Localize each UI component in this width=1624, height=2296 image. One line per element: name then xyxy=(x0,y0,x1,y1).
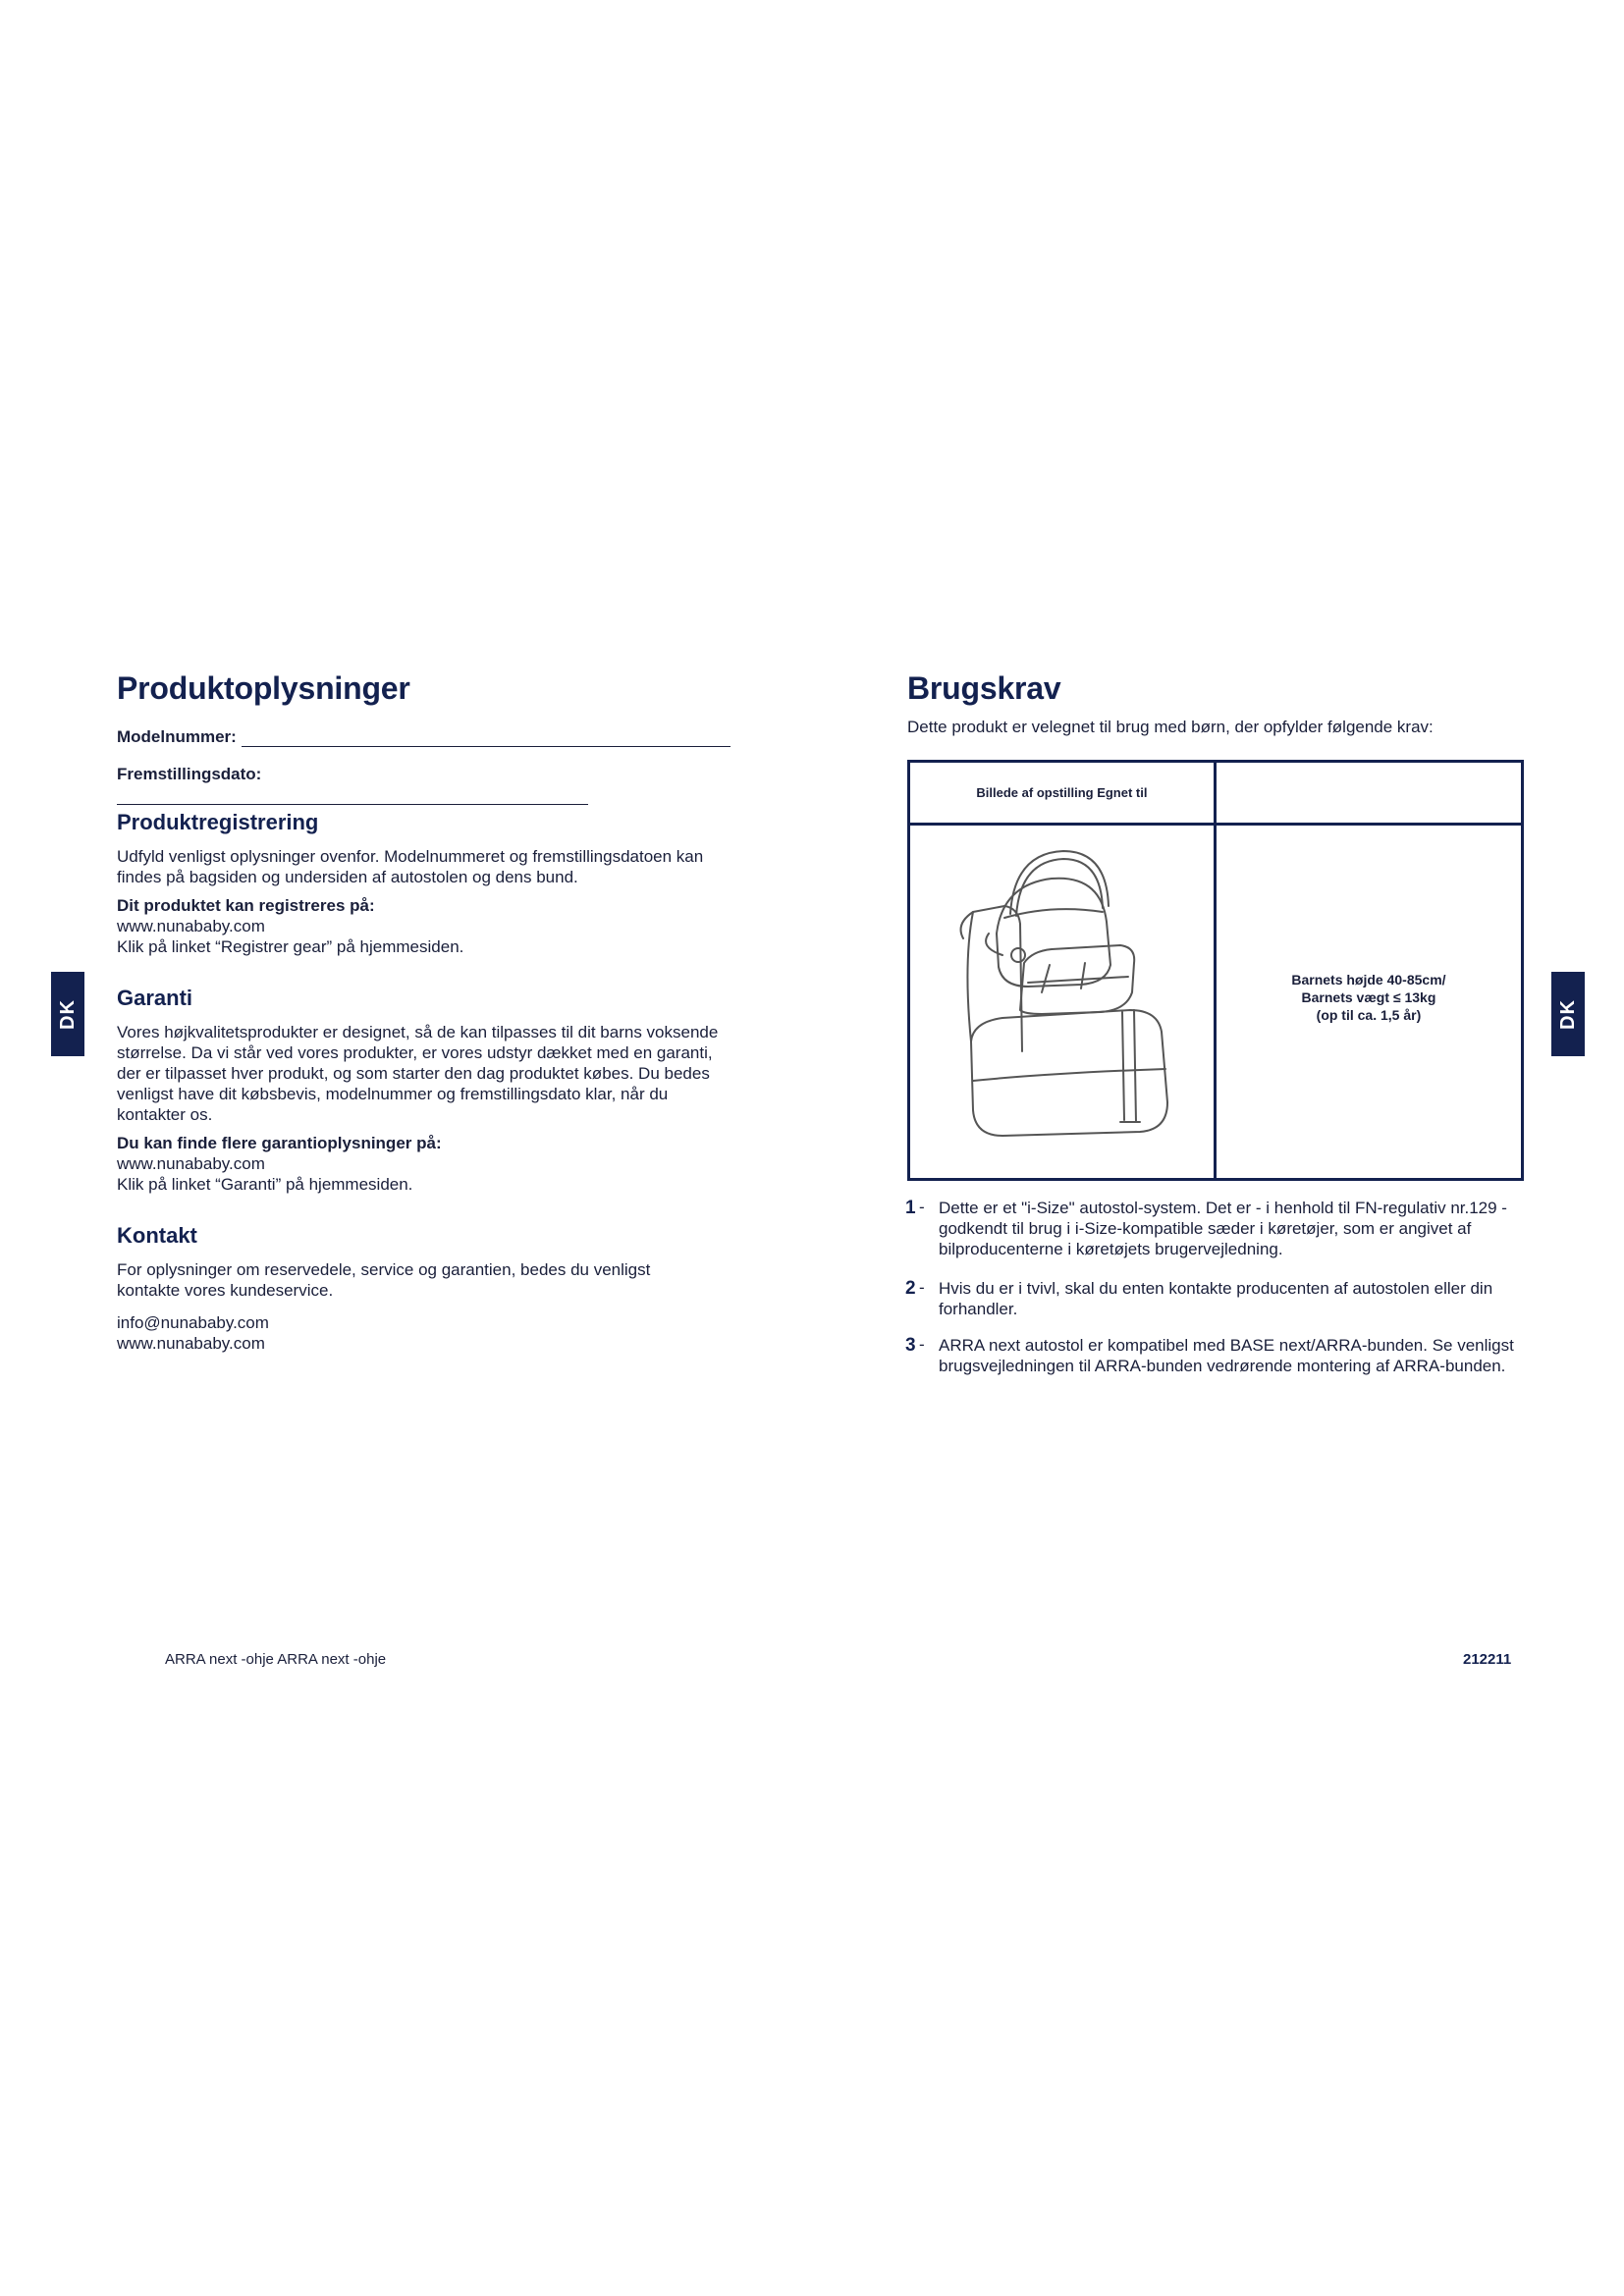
list-item xyxy=(905,1198,1524,1259)
table-header-row xyxy=(909,762,1523,825)
warranty-section xyxy=(117,1022,726,1195)
model-number-label: Modelnummer: xyxy=(117,727,237,746)
footer-page-number: 212211 xyxy=(1463,1651,1512,1668)
suitability-age: (op til ca. 1,5 år) xyxy=(1316,1006,1422,1023)
setup-image-cell xyxy=(909,825,1216,1180)
list-item-number: 2 xyxy=(905,1278,916,1299)
contact-url[interactable]: www.nunababy.com xyxy=(117,1334,265,1353)
suitability-height: Barnets højde 40-85cm/ xyxy=(1291,971,1446,988)
registration-click-line: Klik på linket “Registrer gear” på hjemmesiden. xyxy=(117,937,464,956)
contact-section xyxy=(117,1259,716,1354)
registration-text: Udfyld venligst oplysninger ovenfor. Modelnummeret og fremstillingsdatoen kan findes på bagsiden og undersiden af autostolen og dens bund. xyxy=(117,847,704,886)
list-item-text: Hvis du er i tvivl, skal du enten kontakte producenten af autostolen eller din forhandler. xyxy=(939,1279,1493,1318)
list-item-dash: - xyxy=(919,1198,925,1216)
usage-requirements-title-text: Brugskrav xyxy=(907,670,1061,706)
registration-section xyxy=(117,846,737,957)
language-tab-right xyxy=(1551,972,1585,1056)
requirements-table xyxy=(907,760,1524,1181)
list-item-dash: - xyxy=(919,1335,925,1354)
table-row xyxy=(909,825,1523,1180)
warranty-click-line: Klik på linket “Garanti” på hjemmesiden. xyxy=(117,1175,413,1194)
list-item-number: 3 xyxy=(905,1335,916,1356)
usage-intro: Dette produkt er velegnet til brug med børn, der opfylder følgende krav: xyxy=(907,718,1434,736)
manufacture-date-field[interactable] xyxy=(117,788,588,805)
contact-email[interactable]: info@nunababy.com xyxy=(117,1313,269,1332)
usage-requirements-title xyxy=(907,670,1061,707)
registration-url[interactable]: www.nunababy.com xyxy=(117,917,265,935)
list-item-number: 1 xyxy=(905,1198,916,1218)
footer-left: ARRA next -ohje ARRA next -ohje xyxy=(165,1651,387,1668)
language-tab-right-label: DK xyxy=(1556,998,1579,1030)
registration-heading: Produktregistrering xyxy=(117,810,319,834)
suitability-cell xyxy=(1215,825,1522,1180)
suitability-weight: Barnets vægt ≤ 13kg xyxy=(1301,988,1436,1005)
car-seat-illustration xyxy=(934,845,1189,1159)
contact-text: For oplysninger om reservedele, service og garantien, bedes du venligst kontakte vores kundeservice. xyxy=(117,1260,651,1300)
language-tab-left xyxy=(51,972,84,1056)
warranty-text: Vores højkvalitetsprodukter er designet, så de kan tilpasses til dit barns voksende størrelse. Da vi står ved vores produkter, er vores udstyr dækket med en garanti, der er tilpasset hver produkt, og som starter den dag produktet købes. Du bedes venligst have dit købsbevis, modelnummer og fremstillingsdato klar, når du kontakter os. xyxy=(117,1023,719,1124)
warranty-url[interactable]: www.nunababy.com xyxy=(117,1154,265,1173)
manufacture-date-row xyxy=(117,764,731,805)
table-header-cell-1 xyxy=(909,762,1216,825)
list-item-dash: - xyxy=(919,1278,925,1297)
language-tab-left-label: DK xyxy=(56,998,79,1030)
warranty-bold-line: Du kan finde flere garantioplysninger på: xyxy=(117,1134,442,1152)
table-header-label-1: Billede af opstilling Egnet til xyxy=(976,784,1148,800)
suitability-text xyxy=(1218,971,1520,1024)
warranty-heading: Garanti xyxy=(117,986,193,1010)
contact-heading: Kontakt xyxy=(117,1223,197,1248)
list-item xyxy=(905,1278,1524,1319)
model-number-field[interactable] xyxy=(242,730,731,747)
product-info-title: Produktoplysninger xyxy=(117,670,410,706)
list-item-text: ARRA next autostol er kompatibel med BASE next/ARRA-bunden. Se venligst brugsvejledningen til ARRA-bunden vedrørende montering af ARRA-bunden. xyxy=(939,1336,1514,1375)
list-item xyxy=(905,1335,1524,1376)
manufacture-date-label: Fremstillingsdato: xyxy=(117,765,262,783)
registration-bold-line: Dit produktet kan registreres på: xyxy=(117,896,375,915)
table-header-cell-2 xyxy=(1215,762,1522,825)
list-item-text: Dette er et "i-Size" autostol-system. Det er - i henhold til FN-regulativ nr.129 - godkendt til brug i i-Size-kompatible sæder i køretøjer, som er angivet af bilproducenterne i køretøjets brugervejledning. xyxy=(939,1199,1507,1258)
model-number-row xyxy=(117,726,731,747)
